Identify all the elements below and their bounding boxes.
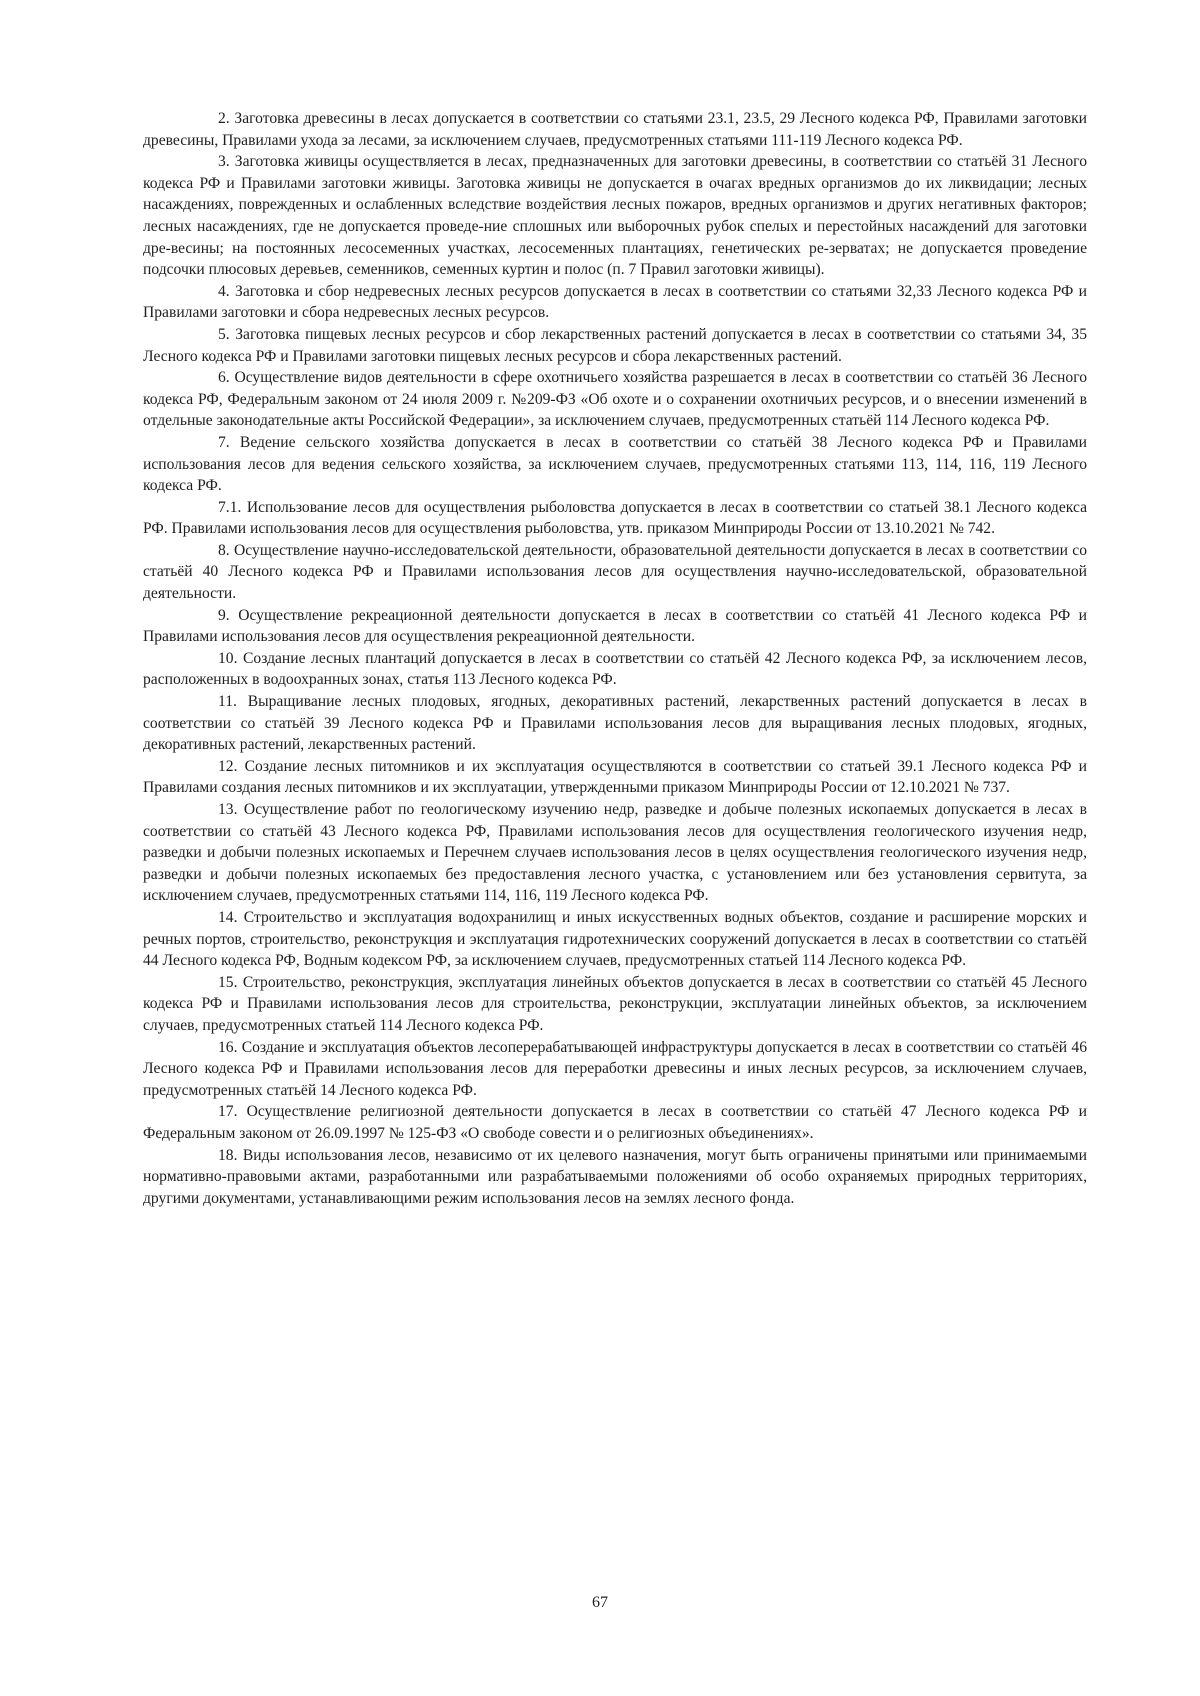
paragraph-5: 5. Заготовка пищевых лесных ресурсов и сбор лекарственных растений допускается в лесах в соответствии со статьями 34, 35 Лесного кодекса РФ и Правилами заготовки пищевых лесных ресурсов и сбора лекарственных растений. xyxy=(143,325,1087,365)
paragraph-7: 7. Ведение сельского хозяйства допускается в лесах в соответствии со статьёй 38 Лесного кодекса РФ и Правилами использования лесов для ведения сельского хозяйства, за исключением случаев, предусмотренных статьями 113, 114, 116, 119 Лесного кодекса РФ. xyxy=(143,433,1087,495)
paragraph-10: 10. Создание лесных плантаций допускается в лесах в соответствии со статьёй 42 Лесного кодекса РФ, за исключением лесов, расположенных в водоохранных зонах, статья 113 Лесного кодекса РФ. xyxy=(143,649,1087,689)
paragraph-7-1: 7.1. Использование лесов для осуществления рыболовства допускается в лесах в соответствии со статьей 38.1 Лесного кодекса РФ. Правилами использования лесов для осуществления рыболовства, утв. приказом Минприроды России от 13.10.2021 № 742. xyxy=(143,498,1087,538)
paragraph-18: 18. Виды использования лесов, независимо от их целевого назначения, могут быть ограничены принятыми или принимаемыми нормативно-правовыми актами, разработанными или разрабатываемыми положениями об особо охраняемых природных территориях, другими документами, устанавливающими режим использования лесов на землях лесного фонда. xyxy=(143,1146,1087,1207)
paragraph-16: 16. Создание и эксплуатация объектов лесоперерабатывающей инфраструктуры допускается в лесах в соответствии со статьёй 46 Лесного кодекса РФ и Правилами использования лесов для переработки древесины и иных лесных ресурсов, за исключением случаев, предусмотренных статьёй 14 Лесного кодекса РФ. xyxy=(143,1038,1087,1099)
paragraph-15: 15. Строительство, реконструкция, эксплуатация линейных объектов допускается в лесах в соответствии со статьёй 45 Лесного кодекса РФ и Правилами использования лесов для строительства, реконструкции, эксплуатации линейных объектов, за исключением случаев, предусмотренных статьей 114 Лесного кодекса РФ. xyxy=(143,973,1087,1034)
paragraph-4: 4. Заготовка и сбор недревесных лесных ресурсов допускается в лесах в соответствии со статьями 32,33 Лесного кодекса РФ и Правилами заготовки и сбора недревесных лесных ресурсов. xyxy=(143,282,1087,322)
paragraph-3: 3. Заготовка живицы осуществляется в лесах, предназначенных для заготовки древесины, в соответствии со статьёй 31 Лесного кодекса РФ и Правилами заготовки живицы. Заготовка живицы не допускается в очагах вредных организмов до их ликвидации; лесных насаждениях, поврежденных и ослабленных вследствие воздействия лесных пожаров, вредных организмов и других негативных факторов; лесных насаждениях, где не допускается проведе-ние сплошных или выборочных рубок спелых и перестойных насаждений для заготовки дре-весины; на постоянных лесосеменных участках, лесосеменных плантациях, генетических ре-зерватах; не допускается проведение подсочки плюсовых деревьев, семенников, семенных куртин и полос (п. 7 Правил заготовки живицы). xyxy=(143,153,1087,279)
paragraph-13: 13. Осуществление работ по геологическому изучению недр, разведке и добыче полезных ископаемых допускается в лесах в соответствии со статьёй 43 Лесного кодекса РФ, Правилами использования лесов для осуществления геологического изучения недр, разведки и добычи полезных ископаемых и Перечнем случаев использования лесов в целях осуществления геологического изучения недр, разведки и добычи полезных ископаемых без предоставления лесного участка, с установлением или без установления сервитута, за исключением случаев, предусмотренных статьями 114, 116, 119 Лесного кодекса РФ. xyxy=(143,801,1087,905)
paragraph-12: 12. Создание лесных питомников и их эксплуатация осуществляются в соответствии со статьей 39.1 Лесного кодекса РФ и Правилами создания лесных питомников и их эксплуатации, утвержденными приказом Минприроды России от 12.10.2021 № 737. xyxy=(143,757,1087,797)
paragraph-6: 6. Осуществление видов деятельности в сфере охотничьего хозяйства разрешается в лесах в соответствии со статьёй 36 Лесного кодекса РФ, Федеральным законом от 24 июля 2009 г. №209-ФЗ «Об охоте и о сохранении охотничьих ресурсов, и о внесении изменений в отдельные законодательные акты Российской Федерации», за исключением случаев, предусмотренных статьёй 114 Лесного кодекса РФ. xyxy=(143,369,1087,430)
document-body xyxy=(143,108,1087,1209)
page-number: 67 xyxy=(592,1594,608,1611)
paragraph-2: 2. Заготовка древесины в лесах допускается в соответствии со статьями 23.1, 23.5, 29 Лесного кодекса РФ, Правилами заготовки древесины, Правилами ухода за лесами, за исключением случаев, предусмотренных статьями 111-119 Лесного кодекса РФ. xyxy=(143,110,1087,149)
paragraph-8: 8. Осуществление научно-исследовательской деятельности, образовательной деятельности допускается в лесах в соответствии со статьёй 40 Лесного кодекса РФ и Правилами использования лесов для осуществления научно-исследовательской, образовательной деятельности. xyxy=(143,541,1087,603)
paragraph-14: 14. Строительство и эксплуатация водохранилищ и иных искусственных водных объектов, создание и расширение морских и речных портов, строительство, реконструкция и эксплуатация гидротехнических сооружений допускается в лесах в соответствии со статьёй 44 Лесного кодекса РФ, Водным кодексом РФ, за исключением случаев, предусмотренных статьей 114 Лесного кодекса РФ. xyxy=(143,908,1087,970)
paragraph-11: 11. Выращивание лесных плодовых, ягодных, декоративных растений, лекарственных растений допускается в лесах в соответствии со статьёй 39 Лесного кодекса РФ и Правилами использования лесов для выращивания лесных плодовых, ягодных, декоративных растений, лекарственных растений. xyxy=(143,693,1087,754)
paragraph-9: 9. Осуществление рекреационной деятельности допускается в лесах в соответствии со статьёй 41 Лесного кодекса РФ и Правилами использования лесов для осуществления рекреационной деятельности. xyxy=(143,606,1087,646)
paragraph-17: 17. Осуществление религиозной деятельности допускается в лесах в соответствии со статьёй 47 Лесного кодекса РФ и Федеральным законом от 26.09.1997 № 125-ФЗ «О свободе совести и о религиозных объединениях». xyxy=(143,1103,1087,1142)
